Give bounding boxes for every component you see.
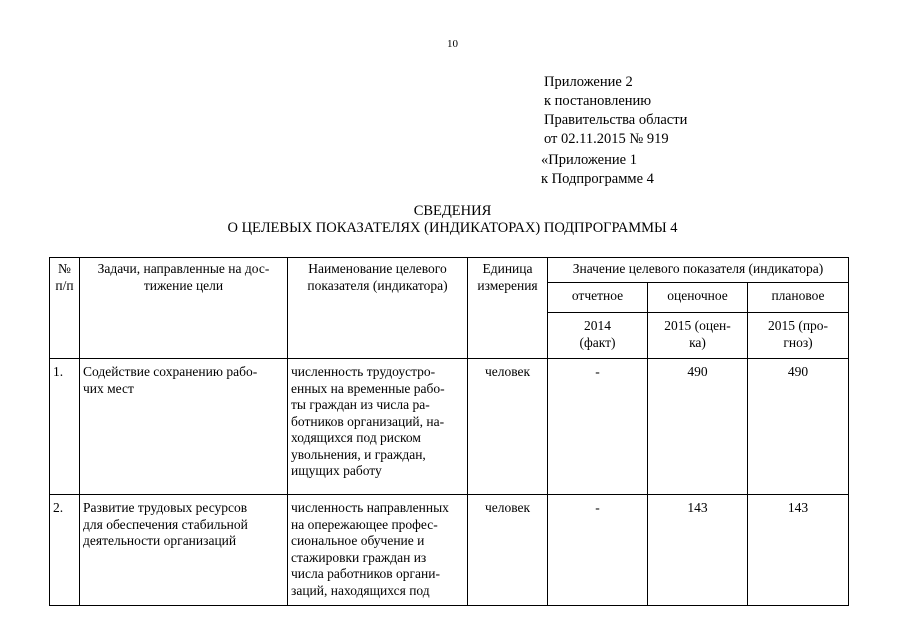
cell-line: чих мест bbox=[83, 380, 134, 396]
row-planned: 143 bbox=[748, 495, 849, 606]
title-line: О ЦЕЛЕВЫХ ПОКАЗАТЕЛЯХ (ИНДИКАТОРАХ) ПОДПРОГРАММЫ 4 bbox=[227, 220, 678, 236]
cell-line: численность трудоустро- bbox=[291, 364, 436, 379]
cell-line: енных на временные рабо- bbox=[291, 380, 445, 396]
indicators-table bbox=[49, 257, 849, 606]
header-text: гноз) bbox=[783, 334, 813, 350]
appendix-line: Правительства области bbox=[544, 112, 688, 128]
title-line: СВЕДЕНИЯ bbox=[413, 203, 492, 219]
sub-appendix-line: «Приложение 1 bbox=[541, 152, 637, 168]
appendix-line: Приложение 2 bbox=[544, 74, 633, 90]
row-estimated: 143 bbox=[648, 495, 748, 606]
row-unit: человек bbox=[468, 495, 548, 606]
cell-line: Содействие сохранению рабо- bbox=[83, 364, 258, 379]
header-text: № bbox=[58, 261, 71, 276]
header-planned: плановое bbox=[748, 283, 849, 313]
header-task bbox=[80, 258, 288, 359]
header-text: ка) bbox=[689, 334, 706, 350]
cell-line: ботников организаций, на- bbox=[291, 413, 445, 429]
header-text: тижение цели bbox=[143, 277, 224, 293]
row-number: 1. bbox=[50, 359, 80, 495]
row-unit: человек bbox=[468, 359, 548, 495]
sub-appendix-reference bbox=[541, 151, 654, 189]
header-indicator bbox=[288, 258, 468, 359]
table-row bbox=[50, 359, 849, 495]
header-year-reported bbox=[548, 313, 648, 359]
header-text: 2015 (оцен- bbox=[664, 318, 731, 333]
cell-line: деятельности организаций bbox=[83, 533, 237, 548]
page-number: 10 bbox=[447, 38, 458, 50]
header-number bbox=[50, 258, 80, 359]
appendix-line: к постановлению bbox=[544, 93, 652, 109]
cell-line: увольнения, и граждан, bbox=[291, 446, 426, 462]
header-reported: отчетное bbox=[548, 283, 648, 313]
cell-line: стажировки граждан из bbox=[291, 549, 427, 565]
cell-line: на опережающее профес- bbox=[291, 516, 438, 532]
header-year-estimated bbox=[648, 313, 748, 359]
header-unit bbox=[468, 258, 548, 359]
cell-line: ты граждан из числа ра- bbox=[291, 397, 430, 412]
cell-line: ищущих работу bbox=[291, 463, 382, 478]
cell-line: для обеспечения стабильной bbox=[83, 516, 248, 532]
cell-line: ходящихся под риском bbox=[291, 430, 421, 445]
row-reported: - bbox=[548, 495, 648, 606]
sub-appendix-line: к Подпрограмме 4 bbox=[541, 171, 654, 187]
header-text: 2015 (про- bbox=[767, 318, 829, 333]
cell-line: числа работников органи- bbox=[291, 566, 440, 581]
cell-line: сиональное обучение и bbox=[291, 533, 425, 548]
row-number: 2. bbox=[50, 495, 80, 606]
header-text: Единица bbox=[482, 261, 533, 276]
row-estimated: 490 bbox=[648, 359, 748, 495]
document-title bbox=[0, 203, 905, 237]
cell-line: численность направленных bbox=[291, 500, 449, 515]
header-estimated: оценочное bbox=[648, 283, 748, 313]
header-text: показателя (индикатора) bbox=[307, 277, 448, 293]
header-text: Наименование целевого bbox=[308, 261, 447, 276]
row-reported: - bbox=[548, 359, 648, 495]
row-task bbox=[80, 495, 288, 606]
header-text: (факт) bbox=[579, 334, 616, 350]
row-planned: 490 bbox=[748, 359, 849, 495]
appendix-line: от 02.11.2015 № 919 bbox=[544, 131, 669, 147]
cell-line: заций, находящихся под bbox=[291, 582, 430, 598]
header-text: измерения bbox=[477, 277, 538, 293]
header-text: п/п bbox=[55, 277, 74, 293]
header-text: Задачи, направленные на дос- bbox=[97, 261, 270, 276]
row-task bbox=[80, 359, 288, 495]
header-text: 2014 bbox=[584, 318, 611, 333]
cell-line: Развитие трудовых ресурсов bbox=[83, 500, 248, 515]
table-row bbox=[50, 495, 849, 606]
header-value-group: Значение целевого показателя (индикатора) bbox=[548, 258, 849, 283]
appendix-reference bbox=[544, 73, 687, 149]
row-indicator bbox=[288, 359, 468, 495]
header-year-planned bbox=[748, 313, 849, 359]
row-indicator bbox=[288, 495, 468, 606]
